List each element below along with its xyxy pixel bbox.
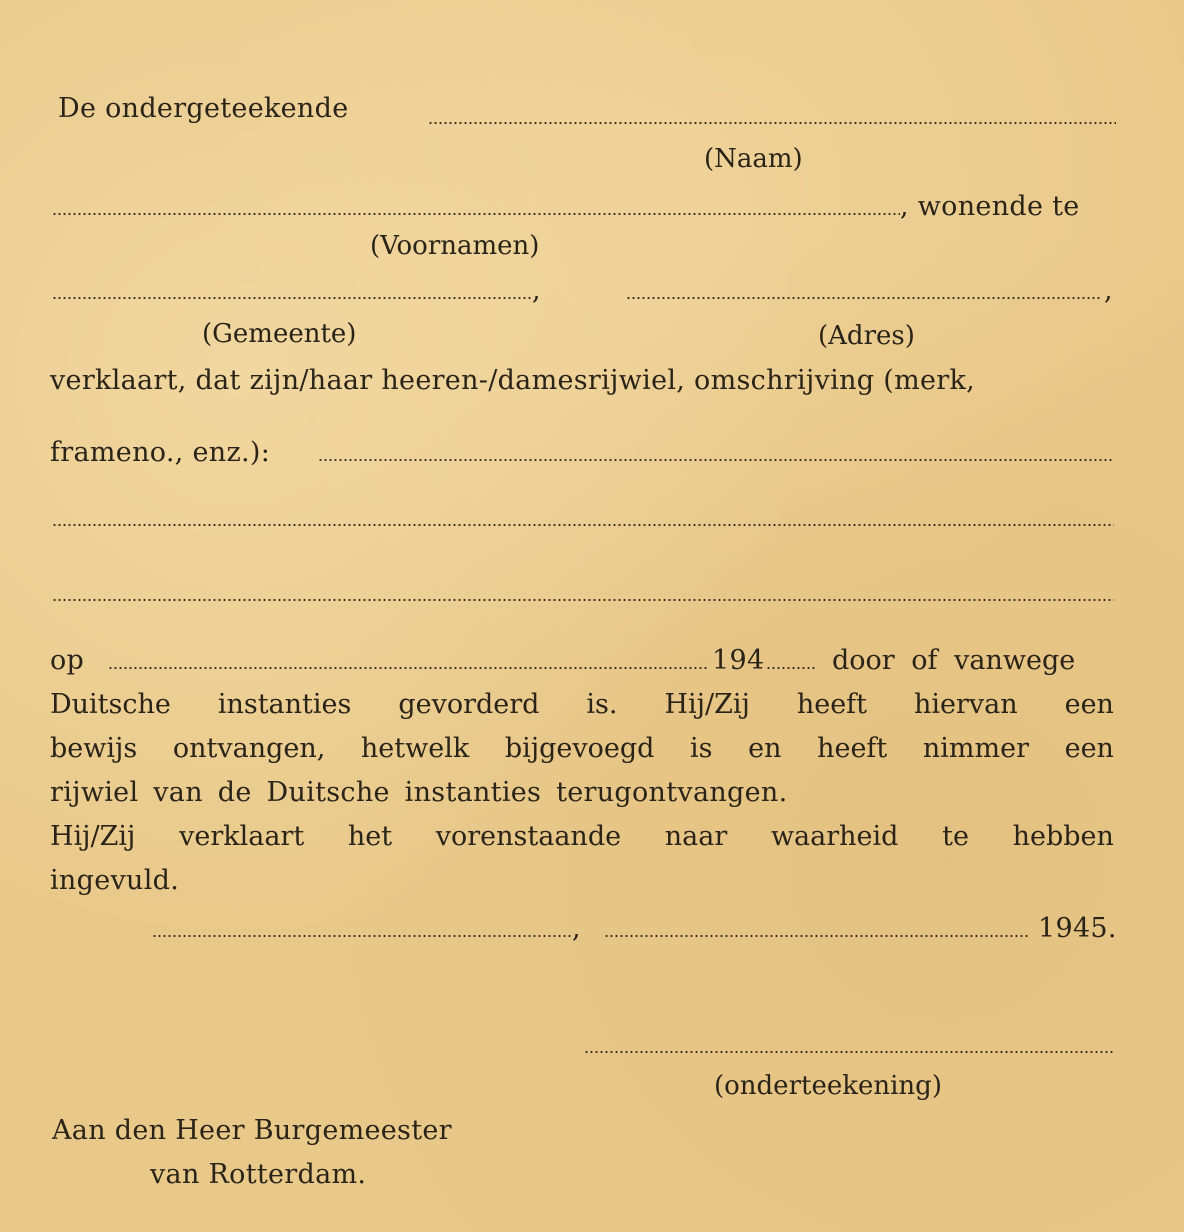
word: het — [347, 821, 393, 852]
description-field-3[interactable] — [52, 598, 1114, 602]
word: hetwelk — [360, 733, 470, 764]
word: en — [748, 733, 782, 764]
signature-label: (onderteekening) — [714, 1071, 942, 1101]
word: een — [1064, 689, 1114, 720]
year-suffix-field[interactable] — [766, 666, 816, 670]
year-1945: 1945. — [1038, 913, 1117, 944]
body-line-2 — [50, 732, 1114, 766]
addressee-line-2: van Rotterdam. — [150, 1159, 367, 1190]
word: waarheid — [770, 821, 899, 852]
word: een — [1064, 733, 1114, 764]
comma-municipality: , — [532, 275, 541, 306]
date-comma: , — [572, 913, 581, 944]
authority-text-content: door of vanwege — [832, 645, 1076, 676]
word: is. — [586, 689, 618, 720]
signature-field[interactable] — [584, 1050, 1114, 1054]
frame-number-text: frameno., enz.): — [50, 437, 271, 468]
description-field-2[interactable] — [52, 523, 1114, 527]
first-names-label: (Voornamen) — [370, 231, 540, 261]
word: is — [690, 733, 713, 764]
word: heeft — [817, 733, 888, 764]
body-line-3: rijwiel van de Duitsche instanties terugontvangen. — [50, 777, 788, 808]
address-label: (Adres) — [818, 321, 915, 351]
first-names-field[interactable] — [52, 212, 900, 216]
word: nimmer — [922, 733, 1029, 764]
comma-address: , — [1104, 275, 1113, 306]
word: bewijs — [50, 733, 138, 764]
on-text: op — [50, 645, 85, 676]
word: hebben — [1012, 821, 1114, 852]
word: Hij/Zij — [50, 821, 136, 852]
body-line-4 — [50, 820, 1114, 854]
word: Duitsche — [50, 689, 171, 720]
year-prefix-text: 194 — [712, 645, 765, 676]
word: gevorderd — [398, 689, 540, 720]
word: hiervan — [913, 689, 1018, 720]
description-field-1[interactable] — [318, 458, 1114, 462]
address-field[interactable] — [626, 296, 1102, 300]
body-line-5: ingevuld. — [50, 865, 180, 896]
word: instanties — [217, 689, 352, 720]
word: bijgevoegd — [504, 733, 655, 764]
date-field[interactable] — [604, 934, 1028, 938]
place-field[interactable] — [152, 934, 572, 938]
name-label: (Naam) — [704, 144, 803, 174]
municipality-field[interactable] — [52, 296, 532, 300]
word: naar — [664, 821, 728, 852]
word: Hij/Zij — [664, 689, 750, 720]
declaration-text: verklaart, dat zijn/haar heeren-/damesrijwiel, omschrijving (merk, — [50, 365, 975, 396]
municipality-label: (Gemeente) — [202, 319, 357, 349]
date-requisition-field[interactable] — [108, 666, 708, 670]
word: heeft — [796, 689, 868, 720]
residing-text: , wonende te — [900, 191, 1080, 222]
word: verklaart — [179, 821, 305, 852]
word: te — [942, 821, 969, 852]
intro-text: De ondergeteekende — [58, 93, 349, 124]
addressee-line-1: Aan den Heer Burgemeester — [52, 1115, 452, 1146]
body-line-1 — [50, 688, 1114, 722]
word: vorenstaande — [435, 821, 622, 852]
word: ontvangen, — [172, 733, 326, 764]
authority-text — [832, 644, 1112, 678]
name-field[interactable] — [428, 121, 1116, 125]
